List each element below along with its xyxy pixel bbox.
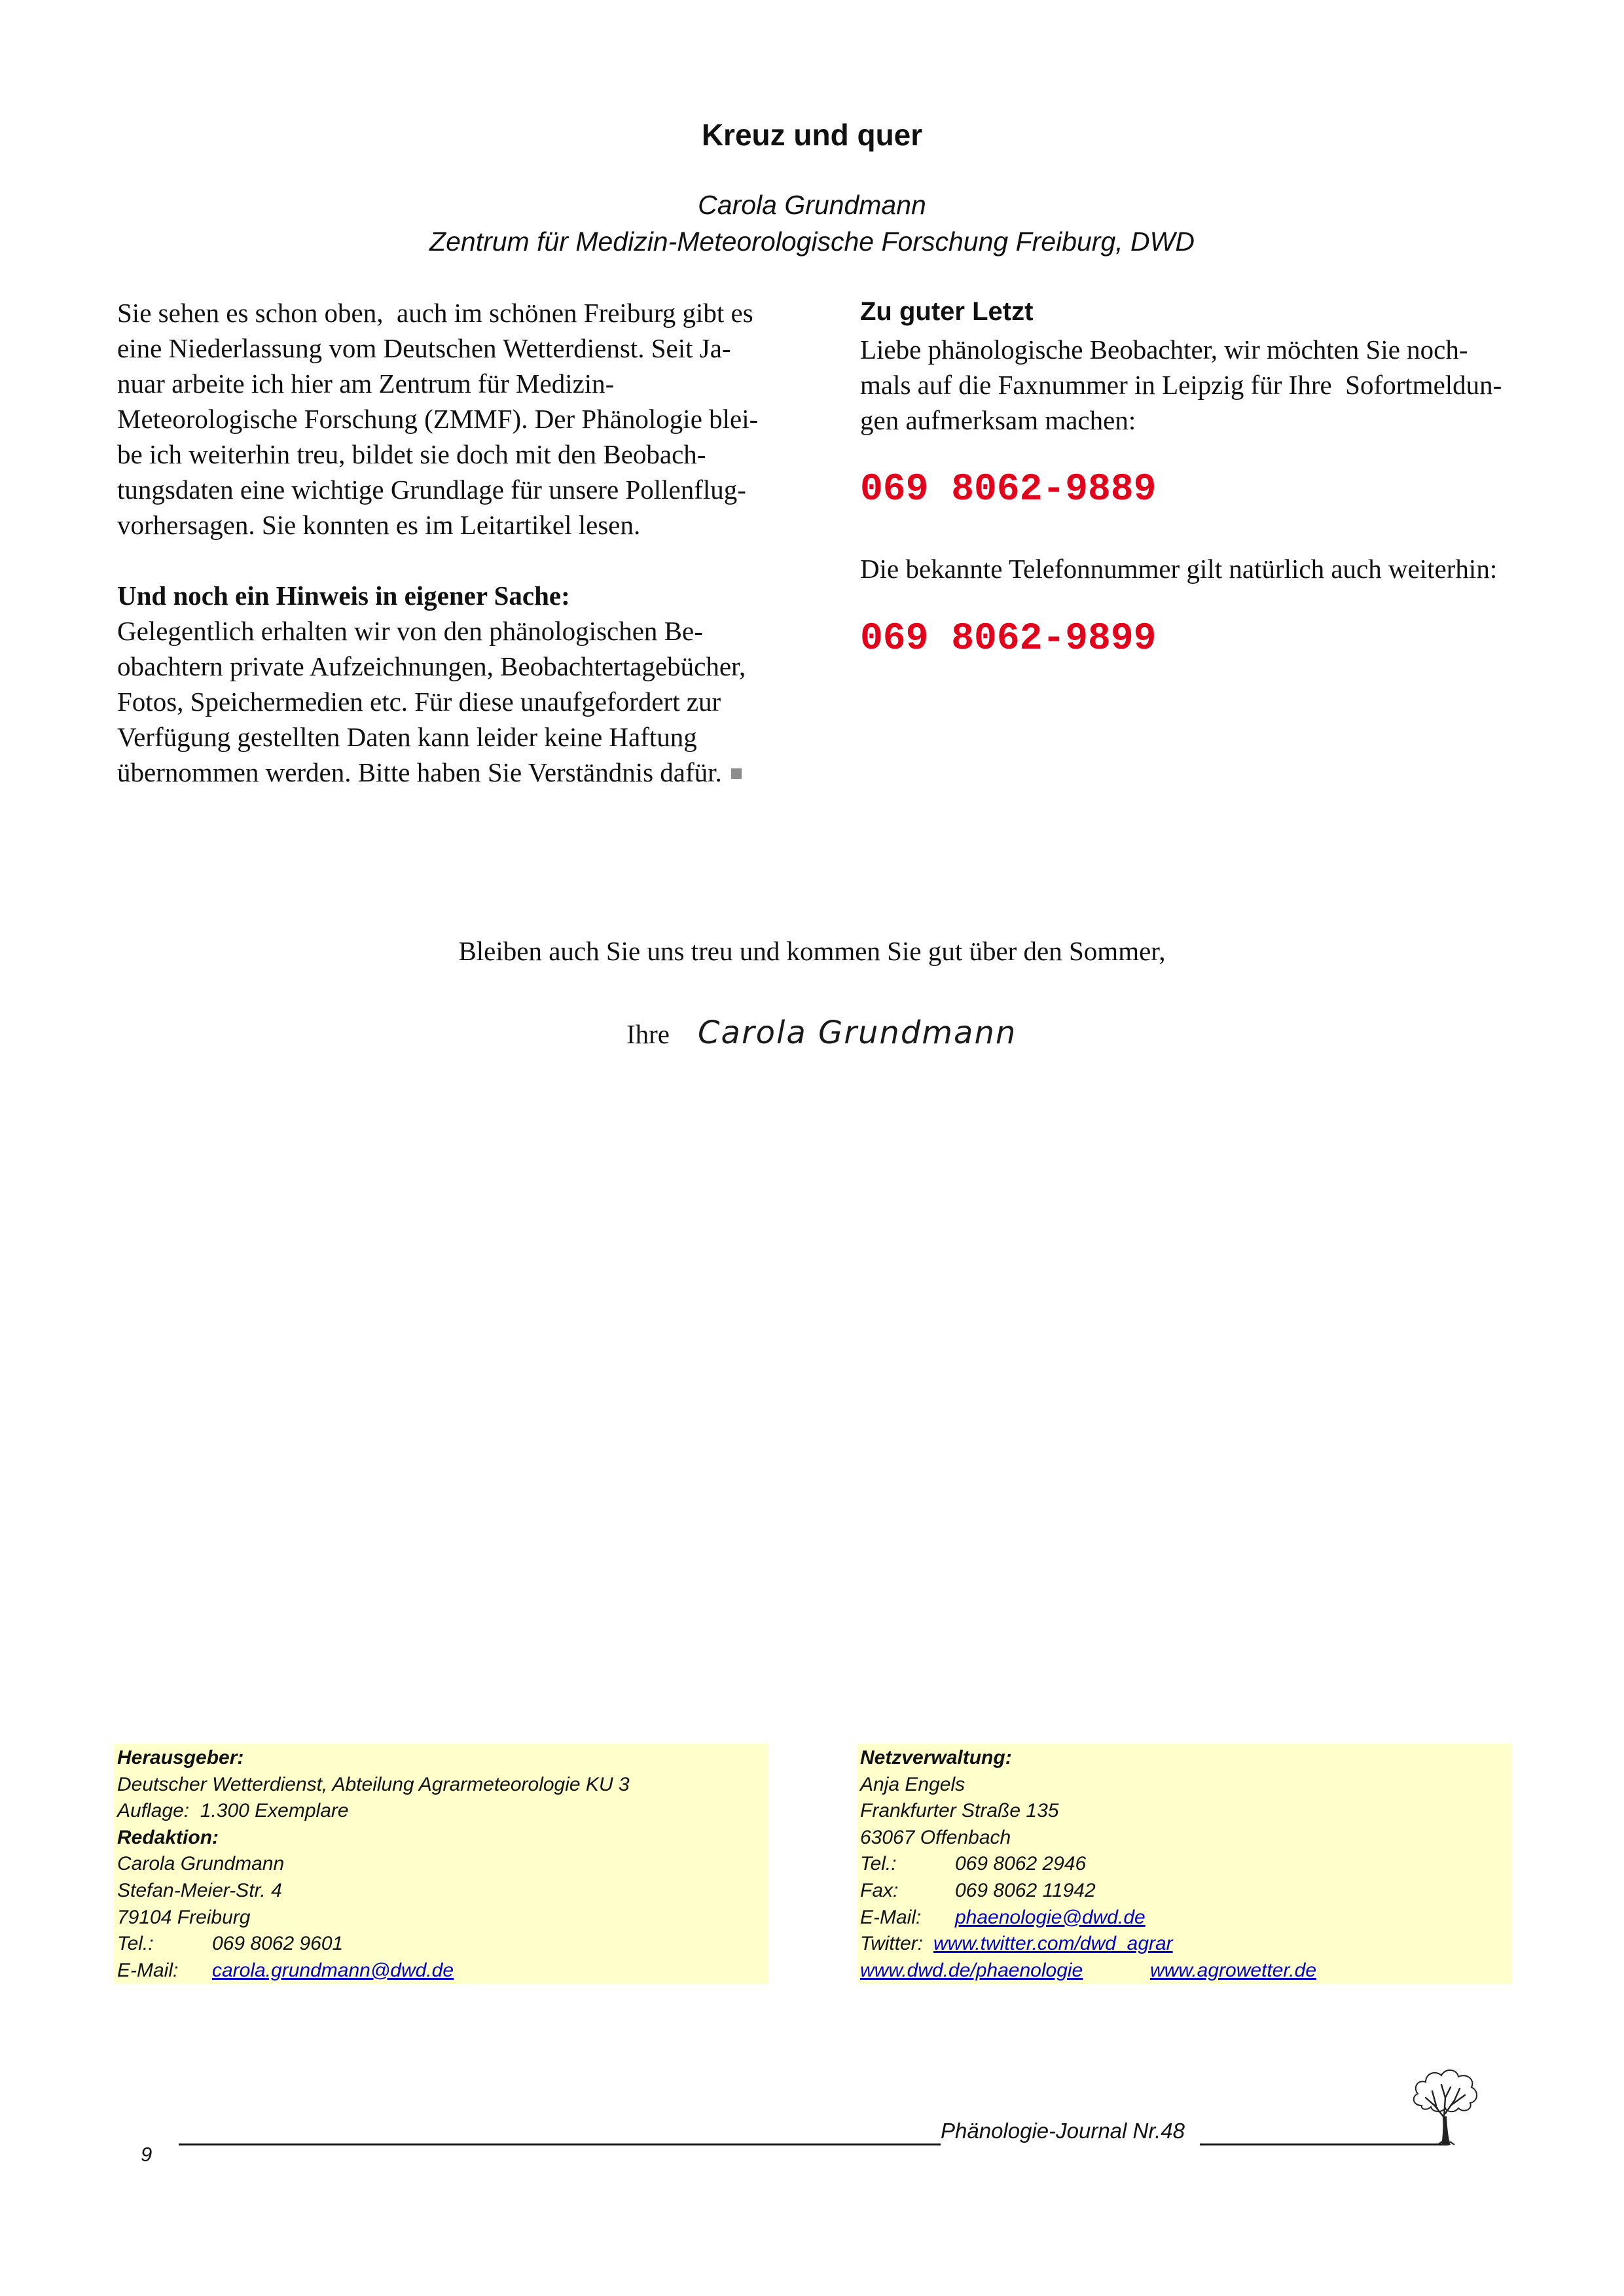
intro-line: nuar arbeite ich hier am Zentrum für Medizin- [117,368,615,399]
web-admin-heading: Netzverwaltung: [860,1747,1012,1768]
paragraph-spacer [117,543,824,578]
twitter-label: Twitter: [860,1933,924,1955]
notice-line-last [117,755,824,790]
right-intro-line: Liebe phänologische Beobachter, wir möchten Sie noch- [860,334,1468,365]
imprint-publisher-box [114,1744,768,1984]
right-intro-line: gen aufmerksam machen: [860,405,1136,435]
intro-line: tungsdaten eine wichtige Grundlage für unsere Pollenflug- [117,475,746,505]
closing-text: Bleiben auch Sie uns treu und kommen Sie gut über den Sommer, [458,936,1166,966]
publisher-heading: Herausgeber: [117,1747,244,1768]
intro-line: be ich weiterhin treu, bildet sie doch mit den Beobach- [117,439,706,469]
fax-number: 069 8062-9889 [860,469,1157,511]
web-admin-email-row [860,1905,1508,1931]
notice-line-text: übernommen werden. Bitte haben Sie Verständnis dafür. [117,757,722,787]
notice-line: obachtern private Aufzeichnungen, Beobachtertagebücher, [117,651,746,681]
intro-line: Meteorologische Forschung (ZMMF). Der Phänologie blei- [117,404,759,434]
greeting-row [616,1001,1017,1051]
notice-line: Gelegentlich erhalten wir von den phänologischen Be- [117,616,703,646]
fax-value: 069 8062 11942 [955,1879,1096,1901]
web-admin-street: Frankfurter Straße 135 [860,1800,1059,1822]
signature: Carola Grundmann [698,1014,1017,1051]
email-label: E-Mail: [117,1959,179,1981]
web-admin-fax-row [860,1878,1508,1905]
editor-email-row [117,1958,765,1984]
phenology-website-link[interactable]: www.dwd.de/phaenologie [860,1959,1083,1981]
agrowetter-website-link[interactable]: www.agrowetter.de [1150,1959,1317,1981]
right-column-intro [860,332,1580,438]
journal-title: Phänologie-Journal Nr.48 [941,2119,1185,2143]
websites-row [860,1958,1508,1984]
right-intro-line: mals auf die Faxnummer in Leipzig für Ihre Sofortmeldun- [860,370,1502,400]
imprint-web-box [857,1744,1511,1984]
editor-email-link[interactable]: carola.grundmann@dwd.de [212,1959,454,1981]
left-column [117,295,824,790]
right-column-heading: Zu guter Letzt [860,297,1034,326]
phone-label: Tel.: [117,1933,154,1955]
phone-note: Die bekannte Telefonnummer gilt natürlich auch weiterhin: [860,554,1498,584]
web-admin-email-link[interactable]: phaenologie@dwd.de [955,1906,1146,1928]
circulation: Auflage: 1.300 Exemplare [117,1800,349,1822]
intro-line: Sie sehen es schon oben, auch im schönen Freiburg gibt es [117,298,753,328]
article-author: Carola Grundmann [698,190,926,220]
phone-number: 069 8062-9899 [860,618,1157,660]
article-affiliation: Zentrum für Medizin-Meteorologische Forschung Freiburg, DWD [429,226,1195,257]
notice-line: Verfügung gestellten Daten kann leider keine Haftung [117,722,697,752]
article-title: Kreuz und quer [701,118,923,152]
phone-label: Tel.: [860,1853,897,1875]
web-admin-city: 63067 Offenbach [860,1826,1011,1848]
editor-city: 79104 Freiburg [117,1906,251,1928]
fax-label: Fax: [860,1879,899,1901]
notice-line: Fotos, Speichermedien etc. Für diese unaufgefordert zur [117,687,721,717]
end-mark-icon [731,768,742,779]
twitter-link[interactable]: www.twitter.com/dwd_agrar [933,1933,1173,1955]
editor-street: Stefan-Meier-Str. 4 [117,1879,282,1901]
phenology-link-wrap [860,1958,1150,1984]
salutation: Ihre [626,1019,670,1049]
editor-name: Carola Grundmann [117,1853,285,1875]
publisher-name: Deutscher Wetterdienst, Abteilung Agrarmeteorologie KU 3 [117,1773,630,1795]
phone-value: 069 8062 2946 [955,1853,1087,1875]
twitter-row [860,1931,1508,1958]
footer-rule-left [179,2144,941,2145]
notice-heading: Und noch ein Hinweis in eigener Sache: [117,581,570,611]
tree-icon [1407,2065,1483,2146]
intro-line: vorhersagen. Sie konnten es im Leitartikel lesen. [117,510,641,540]
page-number: 9 [141,2143,153,2166]
email-label: E-Mail: [860,1906,922,1928]
web-admin-phone-row [860,1851,1508,1878]
editor-phone-row [117,1931,765,1958]
phone-value: 069 8062 9601 [212,1933,344,1955]
editorial-heading: Redaktion: [117,1826,219,1848]
intro-line: eine Niederlassung vom Deutschen Wetterdienst. Seit Ja- [117,333,731,363]
web-admin-name: Anja Engels [860,1773,965,1795]
